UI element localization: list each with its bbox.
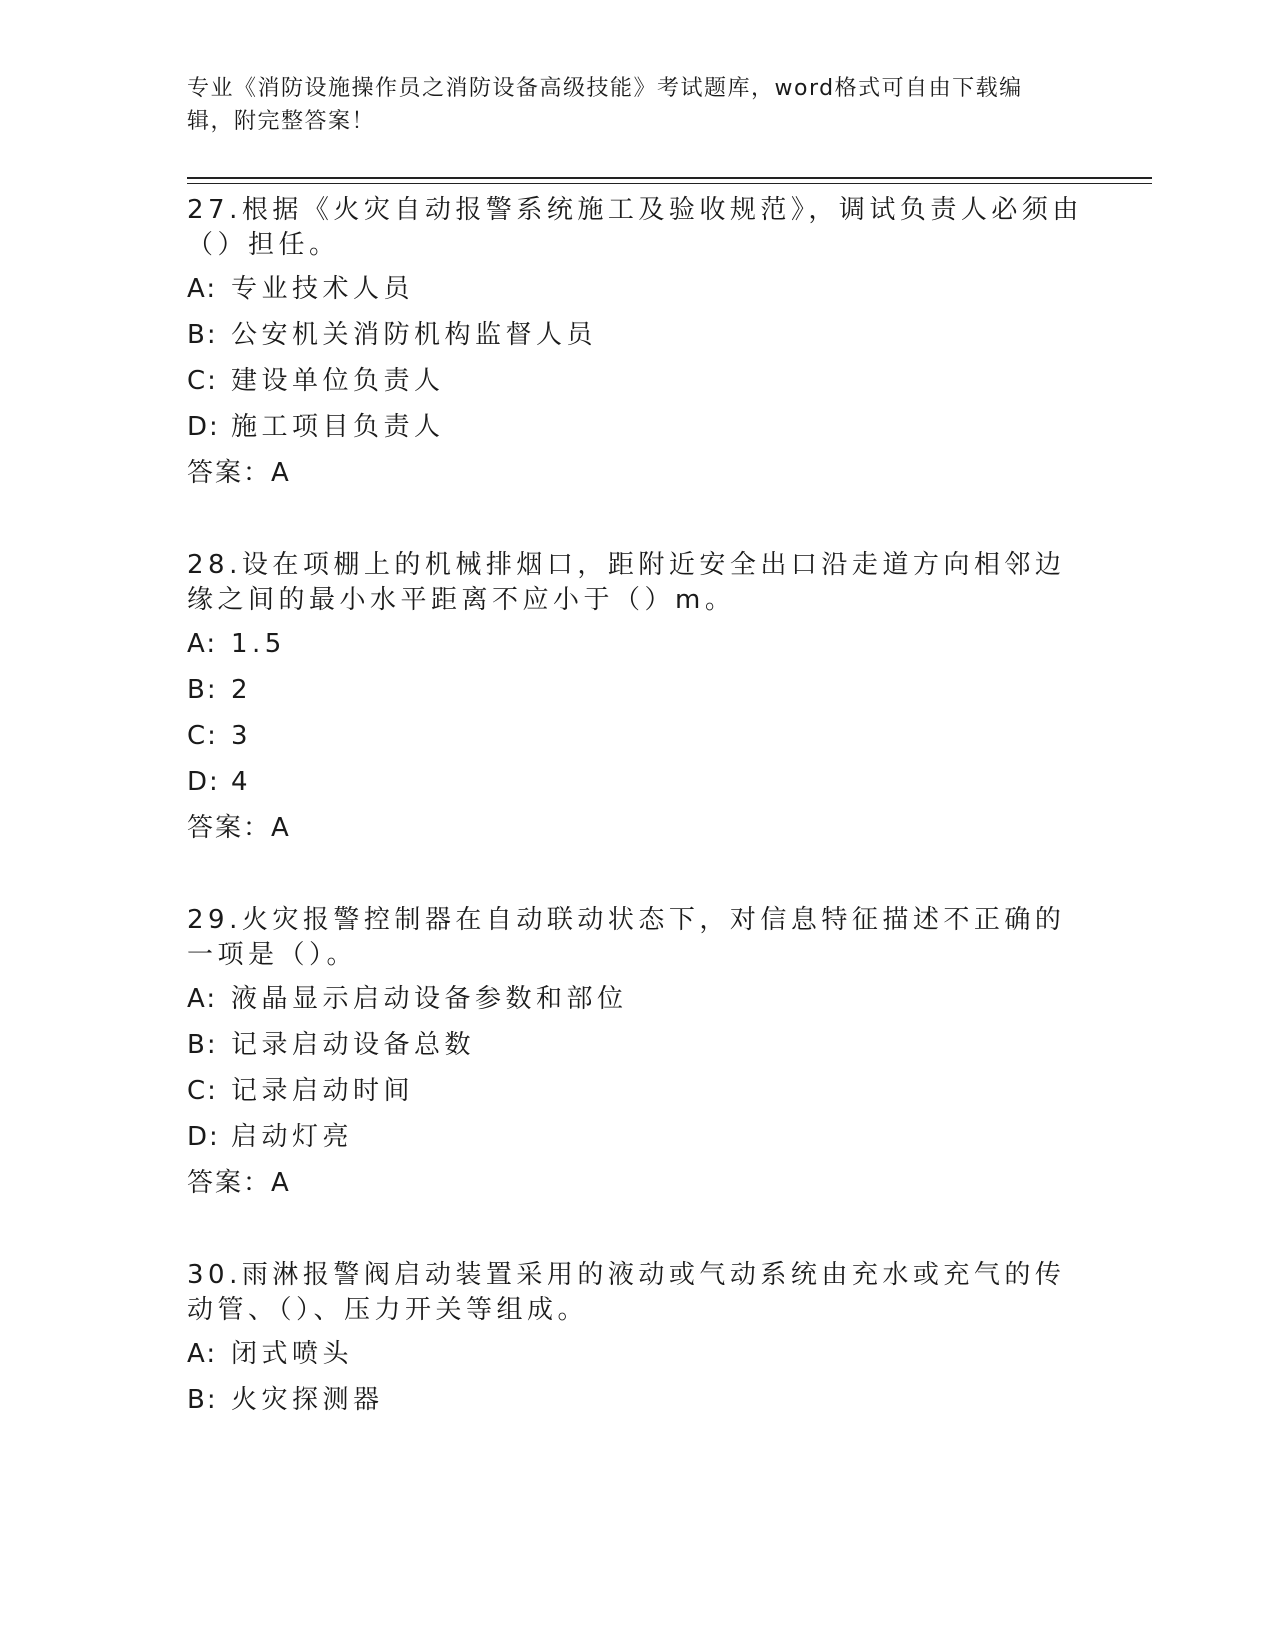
option-a (187, 976, 1087, 1022)
option-letter: A: (187, 984, 218, 1014)
option-letter: A: (187, 274, 218, 304)
question-list (187, 188, 1087, 1470)
option-letter: C: (187, 1076, 218, 1106)
option-text: 1.5 (231, 629, 286, 659)
option-c (187, 713, 1087, 759)
option-b (187, 1022, 1087, 1068)
question-29 (187, 898, 1087, 1206)
question-27 (187, 188, 1087, 496)
option-letter: D: (187, 412, 220, 442)
question-stem: 30.雨淋报警阀启动装置采用的液动或气动系统由充水或充气的传动管、（）、压力开关等组成。 (187, 1260, 1066, 1325)
option-letter: C: (187, 366, 218, 396)
option-d (187, 1114, 1087, 1160)
option-d (187, 759, 1087, 805)
option-text: 液晶显示启动设备参数和部位 (231, 984, 628, 1014)
option-text: 记录启动设备总数 (231, 1030, 476, 1060)
question-30 (187, 1253, 1087, 1423)
option-letter: B: (187, 1030, 218, 1060)
document-header-note: 专业《消防设施操作员之消防设备高级技能》考试题库，word格式可自由下载编辑，附完整答案！ (187, 76, 1023, 134)
option-text: 公安机关消防机构监督人员 (231, 320, 598, 350)
option-letter: A: (187, 1339, 218, 1369)
option-text: 2 (231, 675, 253, 705)
option-a (187, 266, 1087, 312)
option-text: 建设单位负责人 (231, 366, 445, 396)
option-letter: C: (187, 721, 218, 751)
option-letter: B: (187, 1385, 218, 1415)
answer-line: 答案：A (187, 458, 291, 488)
option-letter: B: (187, 320, 218, 350)
option-text: 4 (231, 767, 253, 797)
option-text: 专业技术人员 (231, 274, 415, 304)
option-b (187, 667, 1087, 713)
option-letter: D: (187, 767, 220, 797)
option-a (187, 1331, 1087, 1377)
option-letter: B: (187, 675, 218, 705)
option-d (187, 404, 1087, 450)
option-text: 记录启动时间 (231, 1076, 415, 1106)
option-text: 闭式喷头 (231, 1339, 354, 1369)
question-28 (187, 543, 1087, 851)
question-stem: 29.火灾报警控制器在自动联动状态下，对信息特征描述不正确的一项是（）。 (187, 905, 1066, 970)
option-text: 启动灯亮 (231, 1122, 354, 1152)
header-divider-thick (187, 177, 1152, 179)
option-a (187, 621, 1087, 667)
header-divider-thin (187, 183, 1152, 184)
option-letter: D: (187, 1122, 220, 1152)
question-stem: 28.设在项棚上的机械排烟口，距附近安全出口沿走道方向相邻边缘之间的最小水平距离不应小于（）m。 (187, 550, 1066, 615)
option-c (187, 1068, 1087, 1114)
option-b (187, 312, 1087, 358)
option-text: 施工项目负责人 (231, 412, 445, 442)
option-c (187, 358, 1087, 404)
answer-line: 答案：A (187, 1168, 291, 1198)
option-letter: A: (187, 629, 218, 659)
option-text: 3 (231, 721, 253, 751)
answer-line: 答案：A (187, 813, 291, 843)
question-stem: 27.根据《火灾自动报警系统施工及验收规范》，调试负责人必须由（）担任。 (187, 195, 1083, 260)
option-b (187, 1377, 1087, 1423)
option-text: 火灾探测器 (231, 1385, 384, 1415)
